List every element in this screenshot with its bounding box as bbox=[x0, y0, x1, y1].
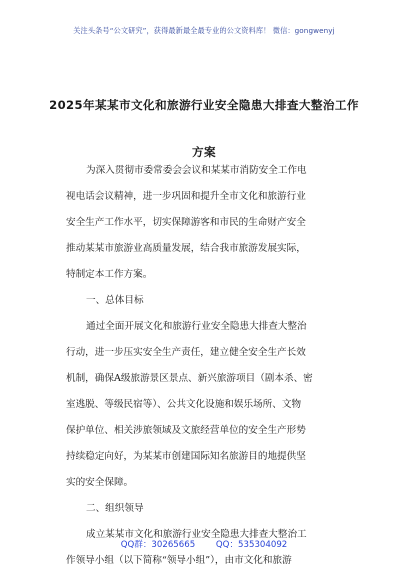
document-title-line-2: 方案 bbox=[192, 145, 216, 159]
paragraph-line: 一、总体目标 bbox=[86, 295, 144, 306]
paragraph-line: 成立某某市文化和旅游行业安全隐患大排查大整治工 bbox=[86, 529, 307, 540]
paragraph-line: 行动，进一步压实安全生产责任，建立健全安全生产长效 bbox=[66, 347, 306, 358]
paragraph-line: 特制定本工作方案。 bbox=[66, 269, 153, 280]
paragraph-line: 室逃脱、等级民宿等）、公共文化设施和娱乐场所、文物 bbox=[66, 399, 302, 410]
paragraph-line: 机制，确保A级旅游景区景点、新兴旅游项目（剧本杀、密 bbox=[66, 373, 313, 384]
document-body bbox=[66, 158, 358, 574]
paragraph-line: 为深入贯彻市委常委会会议和某某市消防安全工作电 bbox=[86, 165, 307, 176]
document-paragraph bbox=[66, 314, 358, 496]
footer-contact bbox=[0, 538, 408, 550]
paragraph-line: 作领导小组（以下简称“领导小组”），由市文化和旅游 bbox=[66, 555, 292, 566]
paragraph-line: 持续稳定向好，为某某市创建国际知名旅游目的地提供坚 bbox=[66, 451, 306, 462]
document-paragraph bbox=[66, 288, 358, 314]
document-title-line-1: 2025年某某市文化和旅游行业安全隐患大排查大整治工作 bbox=[49, 98, 359, 112]
paragraph-line: 安全生产工作水平，切实保障游客和市民的生命财产安全 bbox=[66, 217, 306, 228]
footer-qq-group: QQ群：30265665 bbox=[120, 540, 196, 550]
paragraph-line: 推动某某市旅游业高质量发展，结合我市旅游发展实际， bbox=[66, 243, 306, 254]
document-paragraph bbox=[66, 496, 358, 522]
paragraph-line: 通过全面开展文化和旅游行业安全隐患大排查大整治 bbox=[86, 321, 307, 332]
document-paragraph bbox=[66, 158, 358, 288]
paragraph-line: 二、组织领导 bbox=[86, 503, 144, 514]
paragraph-line: 保护单位、相关涉旅领域及文旅经营单位的安全生产形势 bbox=[66, 425, 306, 436]
paragraph-line: 视电话会议精神，进一步巩固和提升全市文化和旅游行业 bbox=[66, 191, 306, 202]
header-banner: 关注头条号“公文研究”，获得最新最全最专业的公文资料库！ 微信：gongwenyj bbox=[73, 26, 335, 35]
footer-qq: QQ：535304092 bbox=[215, 540, 288, 550]
paragraph-line: 实的安全保障。 bbox=[66, 477, 134, 488]
